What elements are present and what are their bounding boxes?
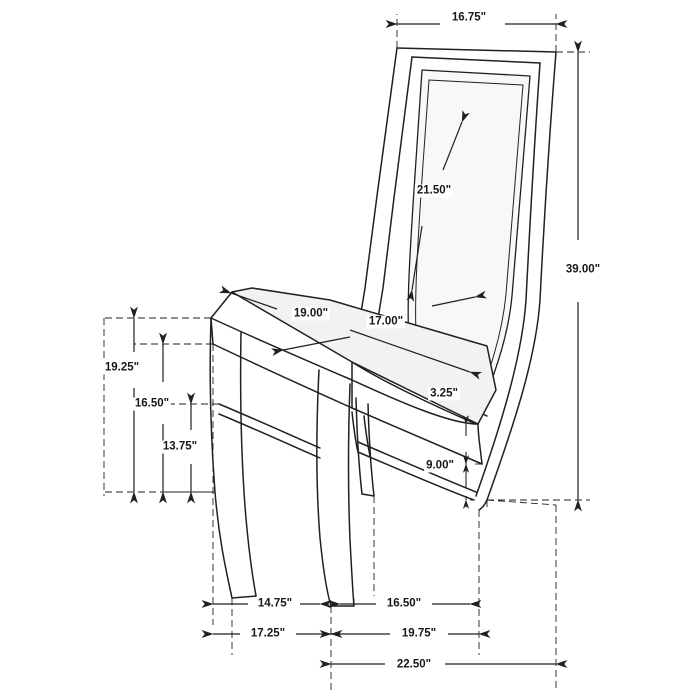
dim-label-side-depth-lower: 16.50" — [386, 597, 422, 610]
back-top-rail — [397, 48, 556, 52]
dim-label-apron-height: 13.75" — [162, 440, 198, 453]
rear-left-leg-foot — [362, 494, 374, 496]
dim-label-back-height: 21.50" — [416, 184, 452, 197]
stretcher-left-front — [219, 404, 320, 448]
back-left-stile-inner — [371, 57, 412, 358]
front-left-leg-foot — [232, 596, 256, 598]
dim-label-seat-depth: 17.00" — [368, 315, 404, 328]
dim-label-front-width-base: 17.25" — [250, 627, 286, 640]
front-left-leg-outer — [210, 318, 232, 598]
dim-label-seat-height-rear: 16.50" — [134, 397, 170, 410]
rear-leg-lower — [479, 500, 487, 510]
dim-label-seat-thickness: 3.25" — [430, 387, 458, 400]
dim-label-seat-height-front: 19.25" — [104, 361, 140, 374]
seat-front-edge-left — [211, 292, 232, 344]
front-right-leg-outer — [317, 370, 331, 606]
dim-label-stretcher-height: 9.00" — [426, 459, 454, 472]
stretcher-right-rear — [358, 442, 476, 492]
dim-label-overall-depth: 22.50" — [396, 658, 432, 671]
seat-apron-right-top — [478, 424, 482, 464]
stretcher-right-rear-2 — [358, 452, 474, 500]
dim-label-front-leg-span: 14.75" — [257, 597, 293, 610]
dim-label-back-width: 16.75" — [451, 11, 487, 24]
dim-label-overall-height: 39.00" — [565, 263, 601, 276]
front-left-leg-inner — [241, 332, 256, 596]
stretcher-left-front-2 — [219, 414, 320, 458]
dim-label-seat-width: 19.00" — [293, 307, 329, 320]
seat-apron-left — [213, 344, 352, 408]
back-top-rail-inner — [412, 57, 540, 63]
dim-label-side-depth-base: 19.75" — [401, 627, 437, 640]
